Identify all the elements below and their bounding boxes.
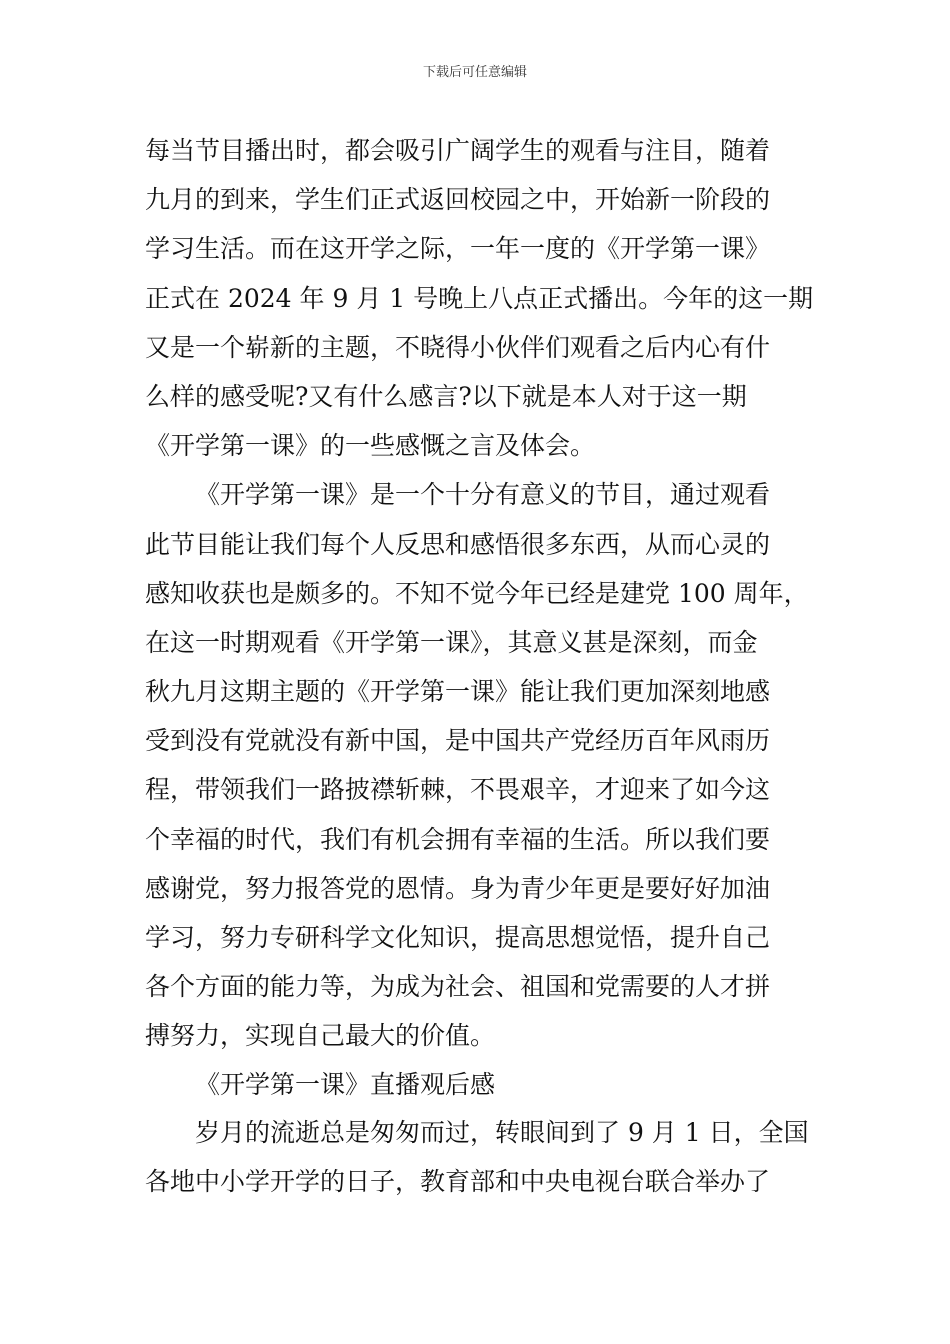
text-line: 感知收获也是颇多的。不知不觉今年已经是建党 100 周年， bbox=[145, 578, 809, 608]
text-line: 在这一时期观看《开学第一课》，其意义甚是深刻，而金 bbox=[145, 627, 758, 657]
text-line: 秋九月这期主题的《开学第一课》能让我们更加深刻地感 bbox=[145, 677, 771, 707]
text-line: 各地中小学开学的日子，教育部和中央电视台联合举办了 bbox=[145, 1166, 771, 1196]
text-line: 九月的到来，学生们正式返回校园之中，开始新一阶段的 bbox=[145, 185, 771, 215]
document-body bbox=[145, 126, 814, 1206]
text-line: 学习生活。而在这开学之际，一年一度的《开学第一课》 bbox=[145, 234, 771, 264]
text-line: 岁月的流逝总是匆匆而过，转眼间到了 9 月 1 日，全国 bbox=[195, 1117, 809, 1147]
page-header-note: 下载后可任意编辑 bbox=[422, 65, 527, 80]
text-line: 又是一个崭新的主题，不晓得小伙伴们观看之后内心有什 bbox=[145, 332, 771, 362]
text-line: 么样的感受呢?又有什么感言?以下就是本人对于这一期 bbox=[145, 381, 747, 411]
text-line: 《开学第一课》是一个十分有意义的节目，通过观看 bbox=[195, 480, 771, 510]
text-line: 学习，努力专研科学文化知识，提高思想觉悟，提升自己 bbox=[145, 923, 771, 952]
paragraph-closing bbox=[145, 1108, 809, 1206]
text-line: 各个方面的能力等，为成为社会、祖国和党需要的人才拼 bbox=[145, 972, 771, 1002]
text-line: 程，带领我们一路披襟斩棘，不畏艰辛，才迎来了如今这 bbox=[145, 775, 771, 805]
text-line: 受到没有党就没有新中国，是中国共产党经历百年风雨历 bbox=[145, 726, 771, 756]
section-subtitle: 《开学第一课》直播观后感 bbox=[195, 1069, 496, 1099]
text-line: 搏努力，实现自己最大的价值。 bbox=[145, 1021, 496, 1051]
text-line: 《开学第一课》的一些感慨之言及体会。 bbox=[145, 431, 596, 461]
text-line: 每当节目播出时，都会吸引广阔学生的观看与注目，随着 bbox=[145, 136, 771, 165]
text-line: 感谢党，努力报答党的恩情。身为青少年更是要好好加油 bbox=[145, 873, 771, 903]
text-line: 个幸福的时代，我们有机会拥有幸福的生活。所以我们要 bbox=[145, 824, 771, 854]
paragraph-reflection bbox=[145, 470, 809, 1060]
text-line: 此节目能让我们每个人反思和感悟很多东西，从而心灵的 bbox=[145, 529, 771, 559]
paragraph-intro bbox=[145, 126, 814, 470]
text-line: 正式在 2024 年 9 月 1 号晚上八点正式播出。今年的这一期 bbox=[145, 283, 814, 313]
